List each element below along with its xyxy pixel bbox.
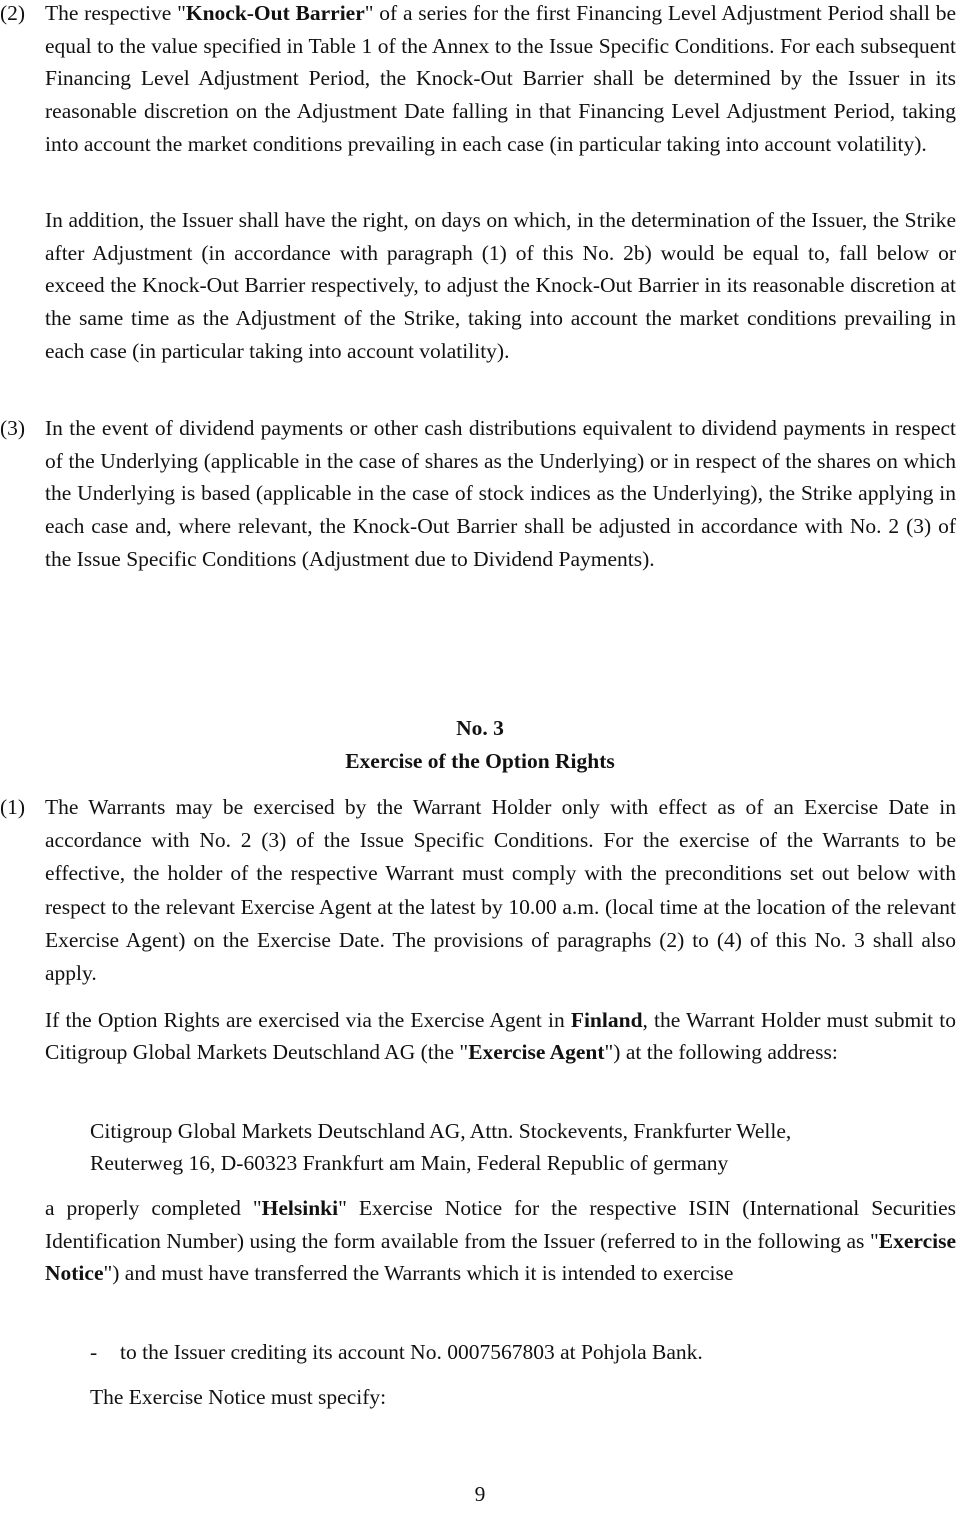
paragraph-number-1: (1) <box>0 795 26 819</box>
paragraph-exercise-agent-finland <box>45 1004 956 1069</box>
defined-term-exercise-agent: Exercise Agent <box>468 1040 605 1065</box>
paragraph-notice-must-specify: The Exercise Notice must specify: <box>90 1385 387 1409</box>
paragraph-number-3: (3) <box>0 416 26 440</box>
paragraph-number-2: (2) <box>0 1 26 25</box>
text-run: ") and must have transferred the Warrants which it is intended to exercise <box>103 1261 734 1285</box>
address-line-1: Citigroup Global Markets Deutschland AG, Attn. Stockevents, Frankfurter Welle, <box>90 1119 792 1143</box>
list-item-account-transfer: to the Issuer crediting its account No. 0007567803 at Pohjola Bank. <box>120 1340 703 1364</box>
text-run: " of a series for the first Financing Level Adjustment Period shall be equal to the value specified in Table 1 of the Annex to the Issue Specific Conditions. For each subsequent Financing Level Adjustment Period, the Knock-Out Barrier shall be determined by the Issuer in its reasonable discretion on the Adjustment Date falling in that Financing Level Adjustment Period, taking into account the market conditions prevailing in each case (in particular taking into account volatility). <box>45 1 956 156</box>
text-run: , the Warrant Holder must submit to Citigroup Global Markets Deutschland AG (the " <box>45 1008 956 1065</box>
paragraph-exercise-notice <box>45 1192 956 1290</box>
text-run: " Exercise Notice for the respective ISIN (International Securities Identification Number) using the form available from the Issuer (referred to in the following as " <box>45 1196 956 1253</box>
text-run: If the Option Rights are exercised via the Exercise Agent in <box>45 1008 571 1032</box>
text-run: a properly completed " <box>45 1196 262 1220</box>
paragraph-warrant-exercise: The Warrants may be exercised by the Warrant Holder only with effect as of an Exercise Date in accordance with No. 2 (3) of the Issue Specific Conditions. For the exercise of the Warrants to be effective, the holder of the respective Warrant must comply with the preconditions set out below with respect to the relevant Exercise Agent at the latest by 10.00 a.m. (local time at the location of the relevant Exercise Agent) on the Exercise Date. The provisions of paragraphs (2) to (4) of this No. 3 shall also apply. <box>45 795 956 986</box>
paragraph-dividend-payments: In the event of dividend payments or other cash distributions equivalent to dividend payments in respect of the Underlying (applicable in the case of shares as the Underlying) or in respect of the shares on which the Underlying is based (applicable in the case of stock indices as the Underlying), the Strike applying in each case and, where relevant, the Knock-Out Barrier shall be adjusted in accordance with No. 2 (3) of the Issue Specific Conditions (Adjustment due to Dividend Payments). <box>45 416 956 571</box>
emphasis-finland: Finland <box>570 1008 643 1032</box>
defined-term-exercise-notice: Exercise Notice <box>45 1228 956 1285</box>
text-run: ") at the following address: <box>604 1040 838 1065</box>
section-number-heading: No. 3 <box>456 716 504 740</box>
paragraph-knock-out-barrier <box>45 0 956 161</box>
defined-term-knock-out-barrier: Knock-Out Barrier <box>185 1 365 25</box>
paragraph-issuer-right: In addition, the Issuer shall have the right, on days on which, in the determination of the Issuer, the Strike after Adjustment (in accordance with paragraph (1) of this No. 2b) would be equal to, fall below or exceed the Knock-Out Barrier respectively, to adjust the Knock-Out Barrier in its reasonable discretion at the same time as the Adjustment of the Strike, taking into account the market conditions prevailing in each case (in particular taking into account volatility). <box>45 208 956 363</box>
section-title-heading: Exercise of the Option Rights <box>345 749 615 773</box>
emphasis-helsinki: Helsinki <box>261 1196 339 1220</box>
list-bullet-dash: - <box>90 1340 98 1364</box>
address-line-2: Reuterweg 16, D-60323 Frankfurt am Main, Federal Republic of germany <box>90 1151 729 1175</box>
page-number: 9 <box>474 1482 486 1506</box>
text-run: The respective " <box>45 1 186 25</box>
